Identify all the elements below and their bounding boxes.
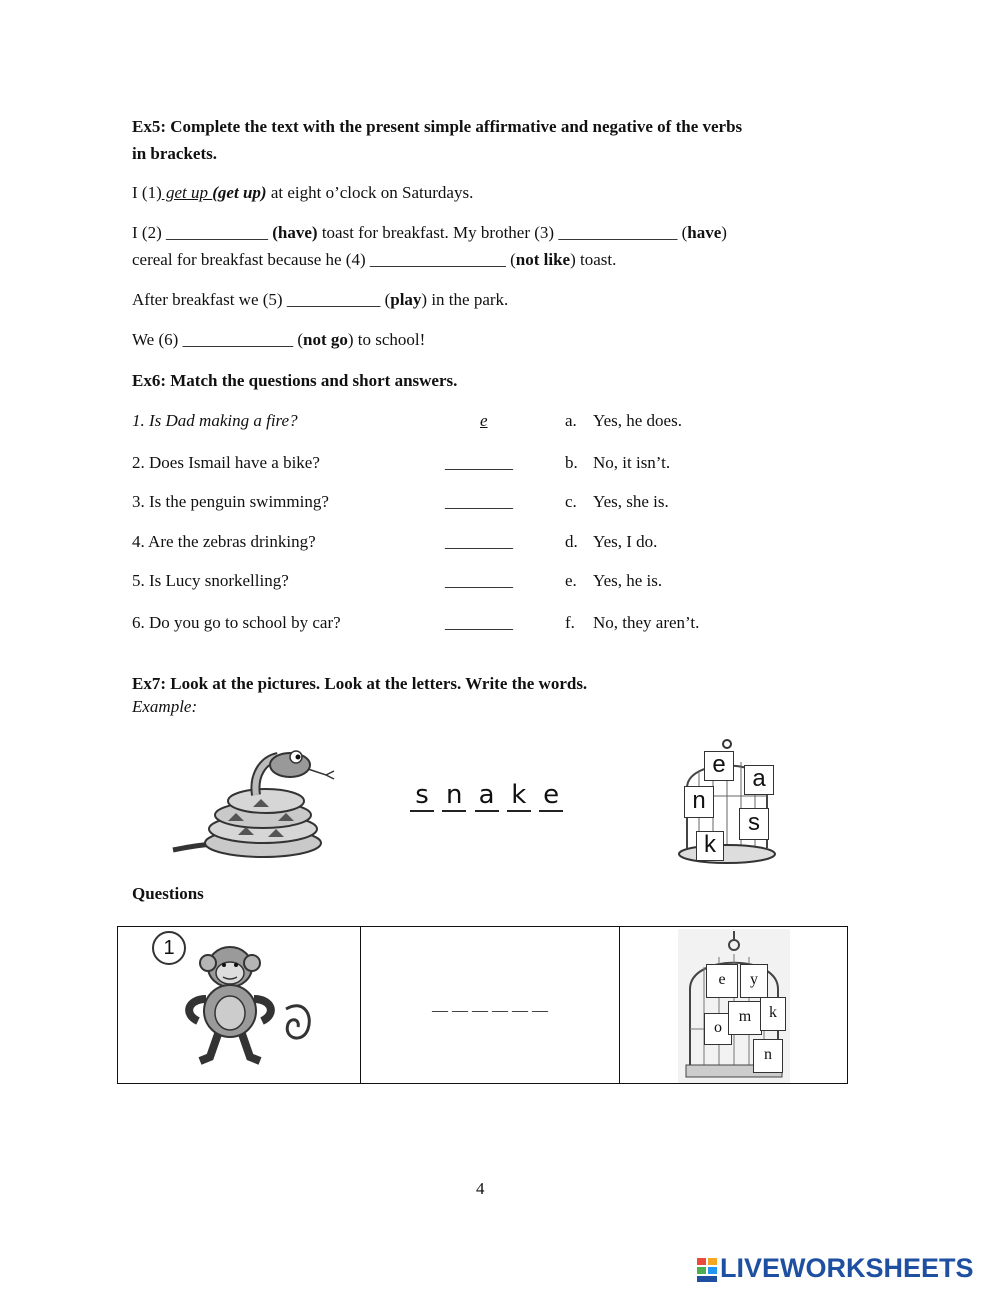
example-letter-s: s	[410, 780, 434, 812]
example-letter-e: e	[539, 780, 563, 812]
ex5-s5-verb: play	[390, 290, 422, 309]
q1-answer-cell[interactable]	[361, 927, 620, 1084]
q1-tile-m: m	[728, 1001, 762, 1035]
ex5-s6-verb: not go	[302, 330, 348, 349]
ex6-blank-4[interactable]: ________	[445, 532, 513, 551]
ex5-title-line1: Ex5: Complete the text with the present simple affirmative and negative of the verbs	[132, 117, 743, 136]
ex5-s1-verb: (get up)	[212, 183, 267, 202]
ex6-answer-letter-d: d.	[565, 532, 578, 551]
ex6-question-4: 4. Are the zebras drinking?	[132, 532, 316, 551]
ex6-answer-b: No, it isn’t.	[593, 453, 671, 472]
ex5-s2-pre: I (2)	[132, 223, 166, 242]
ex5-sentence-5	[132, 290, 508, 310]
ex6-answer-letter-f: f.	[565, 613, 575, 632]
q1-cage-cell	[620, 927, 848, 1084]
q1-tile-k: k	[760, 997, 786, 1031]
ex6-blank-6[interactable]: ________	[445, 613, 513, 632]
ex5-s3-verb: have	[687, 223, 722, 242]
cage-tile-e: e	[704, 751, 734, 781]
ex5-s2-verb: (have)	[272, 223, 318, 242]
monkey-illustration	[178, 939, 328, 1074]
ex5-blank-3[interactable]: ______________	[558, 223, 678, 242]
q1-number-badge: 1	[152, 931, 186, 965]
questions-table	[117, 926, 848, 1084]
ex6-question-6: 6. Do you go to school by car?	[132, 613, 341, 632]
ex5-sentence-6	[132, 330, 425, 350]
q1-tile-n: n	[753, 1039, 783, 1073]
ex5-s1-answer[interactable]: get up	[161, 183, 213, 202]
ex5-s6-pre: We (6)	[132, 330, 183, 349]
ex5-s4-open: (	[505, 250, 516, 269]
ex5-s3-open: (	[677, 223, 688, 242]
ex6-answer-c: Yes, she is.	[593, 492, 669, 511]
ex5-s2-mid: toast for breakfast. My brother (3)	[317, 223, 559, 242]
ex5-title-line2: in brackets.	[132, 144, 217, 163]
q1-tile-e: e	[706, 964, 738, 998]
example-letter-n: n	[442, 780, 466, 812]
questions-label: Questions	[132, 884, 204, 903]
ex6-answer-letter-c: c.	[565, 492, 577, 511]
ex5-s1-post: at eight o’clock on Saturdays.	[266, 183, 474, 202]
ex5-s4-close: ) toast.	[570, 250, 617, 269]
ex6-blank-3[interactable]: ________	[445, 492, 513, 511]
page-number: 4	[476, 1179, 485, 1198]
ex5-blank-2[interactable]: ____________	[165, 223, 268, 242]
liveworksheets-brand[interactable]: LIVEWORKSHEETS	[720, 1253, 974, 1283]
ex6-blank-2[interactable]: ________	[445, 453, 513, 472]
ex7-title: Ex7: Look at the pictures. Look at the letters. Write the words.	[132, 674, 588, 693]
ex5-blank-4[interactable]: ________________	[369, 250, 506, 269]
cage-tile-a: a	[744, 765, 774, 795]
ex5-sentence-1	[132, 183, 473, 203]
ex6-answer-e: Yes, he is.	[593, 571, 663, 590]
q1-cage	[678, 929, 790, 1083]
ex6-question-5: 5. Is Lucy snorkelling?	[132, 571, 289, 590]
ex5-s1-pre: I (1)	[132, 183, 162, 202]
ex6-blank-5[interactable]: ________	[445, 571, 513, 590]
ex6-title: Ex6: Match the questions and short answers.	[132, 371, 458, 390]
example-cage	[677, 738, 777, 868]
q1-tile-o: o	[704, 1013, 732, 1045]
example-letter-a: a	[475, 780, 499, 812]
ex5-s5-close: ) in the park.	[421, 290, 509, 309]
ex6-answer-f: No, they aren’t.	[593, 613, 700, 632]
ex5-sentence-4	[132, 250, 616, 270]
ex5-s5-pre: After breakfast we (5)	[132, 290, 287, 309]
ex5-s6-close: ) to school!	[347, 330, 426, 349]
ex7-example-label: Example:	[132, 697, 198, 716]
ex7-example-word	[410, 780, 563, 812]
ex5-sentence-2	[132, 223, 727, 243]
ex6-question-2: 2. Does Ismail have a bike?	[132, 453, 320, 472]
ex5-blank-5[interactable]: ___________	[286, 290, 381, 309]
liveworksheets-logo-icon	[697, 1258, 717, 1282]
ex6-answer-d: Yes, I do.	[593, 532, 658, 551]
cage-tile-k: k	[696, 831, 724, 861]
cage-tile-s: s	[739, 808, 769, 840]
ex6-question-3: 3. Is the penguin swimming?	[132, 492, 329, 511]
example-letter-k: k	[507, 780, 531, 812]
ex6-answer-letter-e: e.	[565, 571, 577, 590]
ex6-example-answer[interactable]: e	[480, 411, 488, 430]
q1-tile-y: y	[740, 964, 768, 998]
q1-picture-cell	[118, 927, 361, 1084]
ex5-s5-open: (	[380, 290, 391, 309]
ex5-s3-close: )	[721, 223, 727, 242]
ex6-question-1: 1. Is Dad making a fire?	[132, 411, 298, 430]
ex5-s4-verb: not like	[515, 250, 571, 269]
ex5-blank-6[interactable]: _____________	[182, 330, 294, 349]
ex5-s4-pre: cereal for breakfast because he (4)	[132, 250, 370, 269]
ex6-answer-letter-a: a.	[565, 411, 577, 430]
ex6-answer-letter-b: b.	[565, 453, 578, 472]
snake-illustration	[168, 745, 343, 860]
ex6-answer-a: Yes, he does.	[593, 411, 682, 430]
q1-answer-blanks[interactable]: __ __ __ __ __ __	[432, 997, 548, 1014]
ex5-s6-open: (	[293, 330, 303, 349]
cage-tile-n: n	[684, 786, 714, 818]
